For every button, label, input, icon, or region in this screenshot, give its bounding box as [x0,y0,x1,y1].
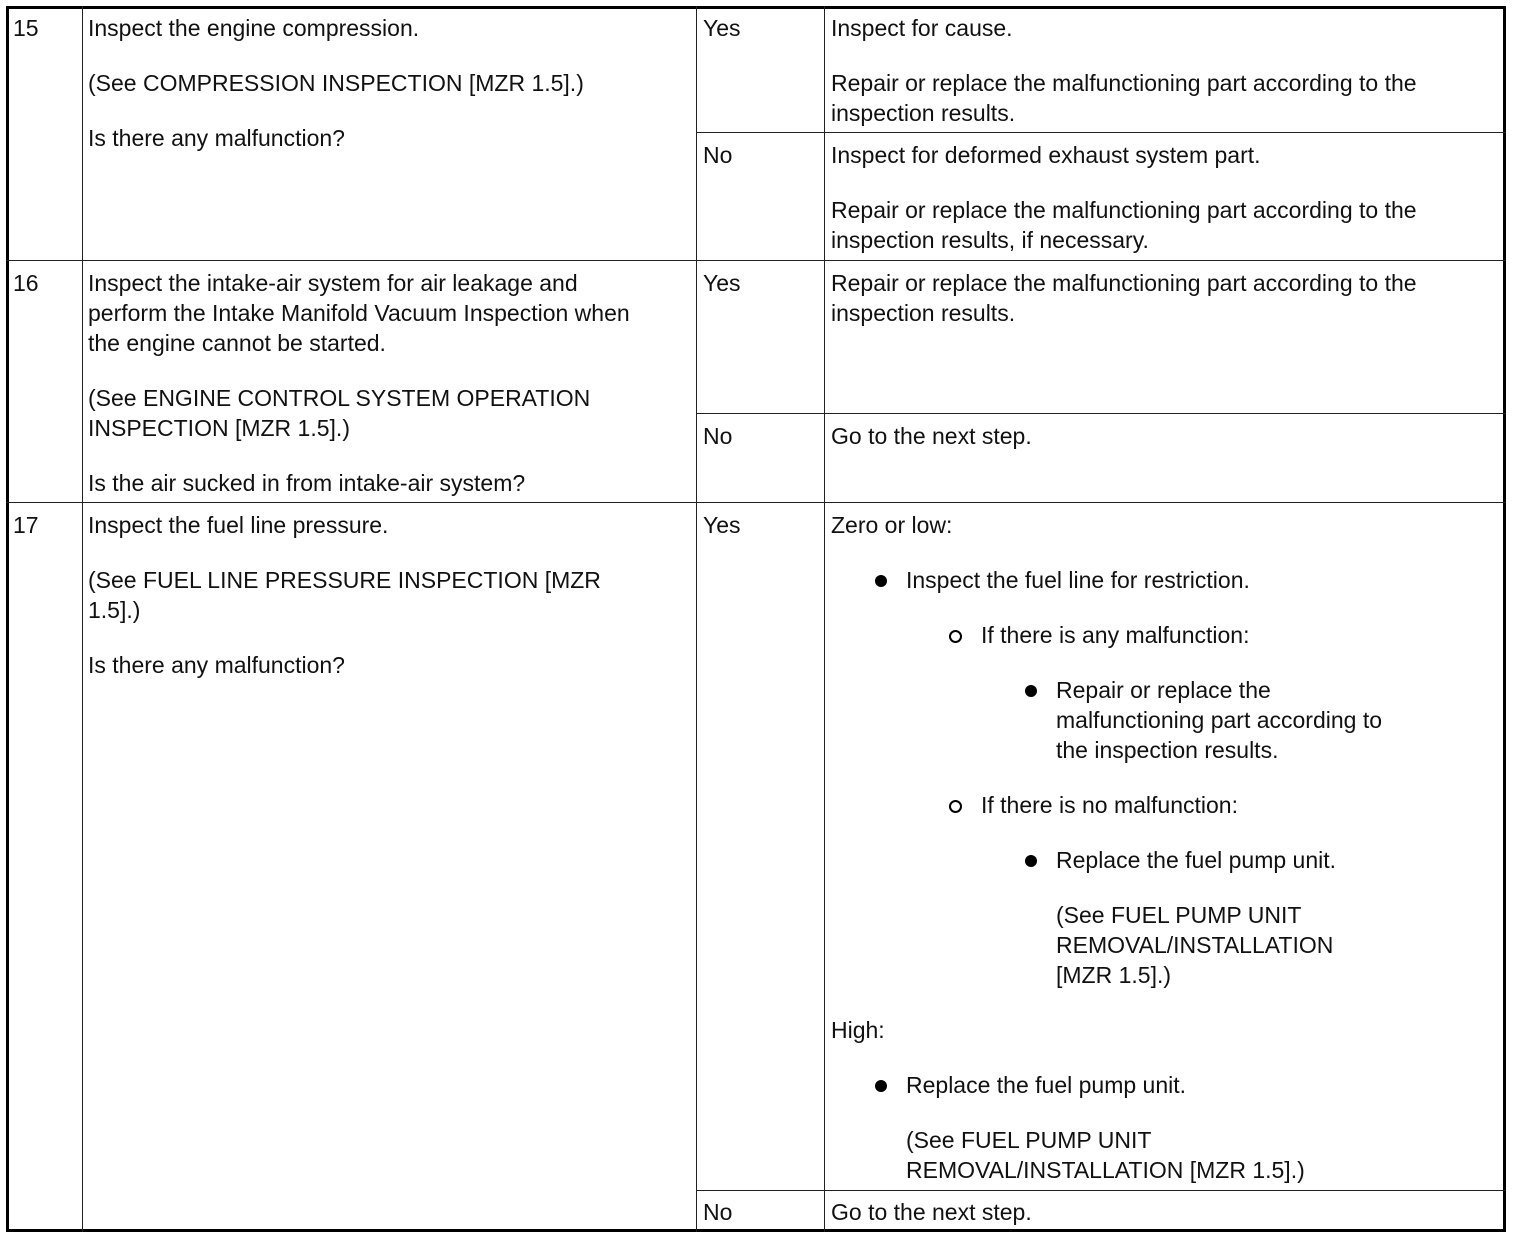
result-text: Inspect for deformed exhaust system part. [831,142,1261,168]
table-border [6,6,1506,1232]
reference-link[interactable]: 1.5].) [88,597,141,623]
reference-link[interactable]: (See FUEL LINE PRESSURE INSPECTION [MZR [88,567,601,593]
result-text: the inspection results. [1056,737,1279,763]
no-label: No [703,142,733,168]
result-heading: Zero or low: [831,512,953,538]
column-divider [696,6,697,1232]
bullet-icon [1025,855,1037,867]
result-text: Repair or replace the malfunctioning part according to the [831,197,1417,223]
circle-bullet-icon [949,630,962,643]
result-text: Repair or replace the malfunctioning part according to the [831,70,1417,96]
action-text: Inspect the intake-air system for air leakage and [88,270,578,296]
result-text: inspection results. [831,100,1016,126]
step-number: 16 [13,270,39,296]
question-text: Is there any malfunction? [88,125,345,151]
reference-link[interactable]: INSPECTION [MZR 1.5].) [88,415,350,441]
yes-label: Yes [703,512,741,538]
result-text: Replace the fuel pump unit. [906,1072,1187,1098]
result-text: If there is no malfunction: [981,792,1238,818]
reference-link[interactable]: (See ENGINE CONTROL SYSTEM OPERATION [88,385,591,411]
reference-link[interactable]: REMOVAL/INSTALLATION [MZR 1.5].) [906,1157,1305,1183]
result-text: Inspect the fuel line for restriction. [906,567,1250,593]
reference-link[interactable]: REMOVAL/INSTALLATION [1056,932,1334,958]
bullet-icon [875,575,887,587]
result-text: Repair or replace the malfunctioning part according to the [831,270,1417,296]
result-text: inspection results. [831,300,1016,326]
no-label: No [703,423,733,449]
yes-label: Yes [703,15,741,41]
yes-no-divider [696,413,1506,414]
no-label: No [703,1199,733,1225]
step-number: 15 [13,15,39,41]
row-divider [6,502,1506,503]
result-text: Go to the next step. [831,1199,1032,1225]
reference-link[interactable]: (See FUEL PUMP UNIT [1056,902,1302,928]
question-text: Is there any malfunction? [88,652,345,678]
yes-no-divider [696,132,1506,133]
column-divider [82,6,83,1232]
result-text: Go to the next step. [831,423,1032,449]
result-text: Inspect for cause. [831,15,1013,41]
bullet-icon [1025,685,1037,697]
result-text: malfunctioning part according to [1056,707,1383,733]
result-text: Replace the fuel pump unit. [1056,847,1337,873]
action-text: Inspect the fuel line pressure. [88,512,389,538]
circle-bullet-icon [949,800,962,813]
step-number: 17 [13,512,39,538]
result-text: If there is any malfunction: [981,622,1250,648]
question-text: Is the air sucked in from intake-air system? [88,470,526,496]
result-heading: High: [831,1017,885,1043]
yes-label: Yes [703,270,741,296]
yes-no-divider [696,1190,1506,1191]
reference-link[interactable]: (See FUEL PUMP UNIT [906,1127,1152,1153]
action-text: perform the Intake Manifold Vacuum Inspection when [88,300,630,326]
result-text: Repair or replace the [1056,677,1271,703]
bullet-icon [875,1080,887,1092]
result-text: inspection results, if necessary. [831,227,1149,253]
action-text: Inspect the engine compression. [88,15,420,41]
column-divider [824,6,825,1232]
action-text: the engine cannot be started. [88,330,386,356]
reference-link[interactable]: (See COMPRESSION INSPECTION [MZR 1.5].) [88,70,584,96]
row-divider [6,260,1506,261]
reference-link[interactable]: [MZR 1.5].) [1056,962,1172,988]
